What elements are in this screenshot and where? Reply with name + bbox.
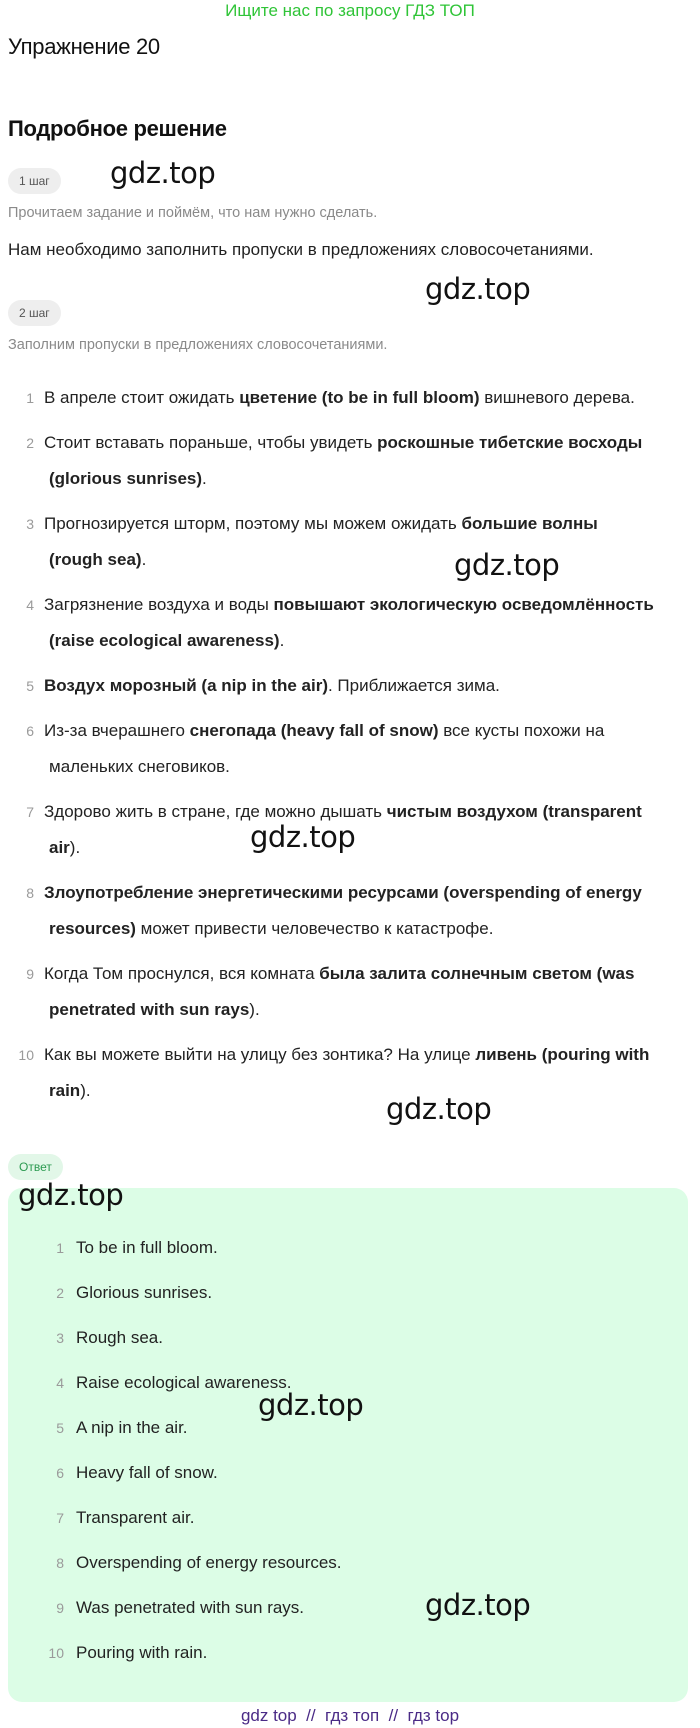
solution-number: 4: [26, 597, 34, 613]
answer-number: 10: [48, 1645, 64, 1661]
solution-text: Из-за вчерашнего снегопада (heavy fall of snow) все кусты похожи на маленьких снеговиков.: [44, 721, 605, 776]
top-banner-link[interactable]: Ищите нас по запросу ГДЗ ТОП: [225, 1, 475, 20]
watermark-7: gdz.top: [258, 1388, 364, 1422]
watermark-3: gdz.top: [454, 548, 560, 582]
answer-number: 2: [56, 1285, 64, 1301]
step-2-note: Заполним пропуски в предложениях словосочетаниями.: [8, 337, 388, 353]
watermark-8: gdz.top: [425, 1588, 531, 1622]
solution-number: 8: [26, 885, 34, 901]
answer-text: Rough sea.: [76, 1328, 163, 1347]
solution-text: Загрязнение воздуха и воды повышают экологическую осведомлённость (raise ecological awareness).: [44, 595, 654, 650]
answer-number: 3: [56, 1330, 64, 1346]
solution-number: 9: [26, 966, 34, 982]
answer-text: Pouring with rain.: [76, 1643, 208, 1662]
answer-text: Transparent air.: [76, 1508, 195, 1527]
answer-text: Overspending of energy resources.: [76, 1553, 342, 1572]
solution-text: В апреле стоит ожидать цветение (to be in full bloom) вишневого дерева.: [44, 388, 635, 407]
step-1-note: Прочитаем задание и поймём, что нам нужно сделать.: [8, 205, 378, 221]
answer-number: 5: [56, 1420, 64, 1436]
watermark-6: gdz.top: [18, 1178, 124, 1212]
footer-links[interactable]: gdz top // гдз топ // гдз top: [240, 1706, 460, 1725]
solution-text: Злоупотребление энергетическими ресурсами (overspending of energy resources) может привести человечество к катастрофе.: [44, 883, 642, 938]
solution-text: Стоит вставать пораньше, чтобы увидеть роскошные тибетские восходы (glorious sunrises).: [44, 433, 643, 488]
answer-text: Was penetrated with sun rays.: [76, 1598, 305, 1617]
answer-number: 9: [56, 1600, 64, 1616]
answer-number: 8: [56, 1555, 64, 1571]
solution-text: Когда Том проснулся, вся комната была залита солнечным светом (was penetrated with sun rays).: [44, 964, 635, 1019]
solution-number: 2: [26, 435, 34, 451]
step-1-text: Нам необходимо заполнить пропуски в предложениях словосочетаниями.: [8, 240, 594, 259]
watermark-2: gdz.top: [425, 272, 531, 306]
answer-text: Heavy fall of snow.: [76, 1463, 218, 1482]
solution-number: 7: [26, 804, 34, 820]
solution-number: 3: [26, 516, 34, 532]
solution-text: Воздух морозный (a nip in the air). Приближается зима.: [44, 676, 500, 695]
solution-text: Здорово жить в стране, где можно дышать чистым воздухом (transparent air).: [44, 802, 642, 857]
solution-number: 5: [26, 678, 34, 694]
solution-number: 10: [18, 1047, 34, 1063]
answer-number: 4: [56, 1375, 64, 1391]
step-2-badge: 2 шаг: [8, 300, 61, 326]
answer-text: Raise ecological awareness.: [76, 1373, 292, 1392]
exercise-title: Упражнение 20: [8, 34, 160, 59]
answer-number: 6: [56, 1465, 64, 1481]
answer-box: [8, 1178, 688, 1702]
watermark-5: gdz.top: [386, 1092, 492, 1126]
answer-number: 1: [56, 1240, 64, 1256]
answer-text: Glorious sunrises.: [76, 1283, 213, 1302]
answer-text: To be in full bloom.: [76, 1238, 218, 1257]
solution-text: Как вы можете выйти на улицу без зонтика? На улице ливень (pouring with rain).: [44, 1045, 650, 1100]
answer-number: 7: [56, 1510, 64, 1526]
watermark-4: gdz.top: [250, 820, 356, 854]
solution-text: Прогнозируется шторм, поэтому мы можем ожидать большие волны (rough sea).: [44, 514, 598, 569]
watermark-1: gdz.top: [110, 156, 216, 190]
answer-text: A nip in the air.: [76, 1418, 188, 1437]
answer-badge: Ответ: [8, 1154, 63, 1180]
solution-number: 6: [26, 723, 34, 739]
solution-title: Подробное решение: [8, 116, 227, 141]
step-1-badge: 1 шаг: [8, 168, 61, 194]
solution-number: 1: [26, 390, 34, 406]
